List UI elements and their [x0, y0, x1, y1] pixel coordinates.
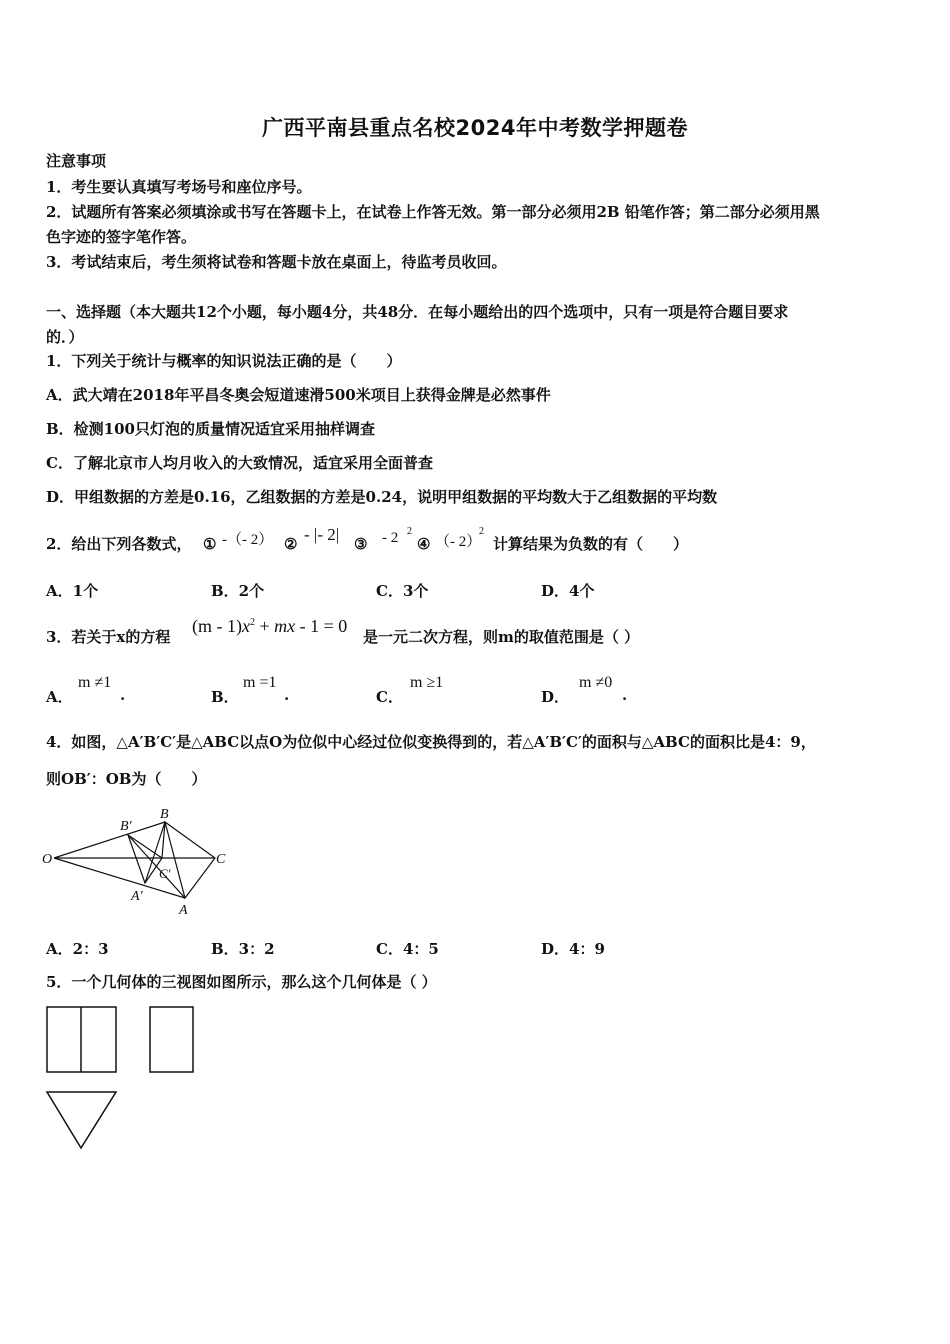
- question-3-suffix: 是一元二次方程，则m的取值范围是（ ）: [363, 628, 640, 646]
- question-1-option-d: D．甲组数据的方差是0.16，乙组数据的方差是0.24，说明甲组数据的平均数大于乙组数据的平均数: [46, 488, 718, 506]
- page-title: 广西平南县重点名校2024年中考数学押题卷: [262, 116, 688, 140]
- q3-option-a-expr: m ≠1: [78, 674, 112, 691]
- question-3-options: [46, 672, 686, 706]
- question-1-option-a: A．武大靖在2018年平昌冬奥会短道速滑500米项目上获得金牌是必然事件: [46, 386, 551, 404]
- point-A-label: A: [179, 903, 188, 918]
- expr-1: -（- 2）: [222, 532, 274, 548]
- equation: [192, 616, 347, 637]
- question-3-prefix: 3．若关于x的方程: [46, 628, 171, 646]
- question-4-option-d: D．4：9: [541, 940, 605, 958]
- question-2-prefix: 2．给出下列各数式，: [46, 535, 192, 553]
- expr-4-exponent: 2: [479, 526, 484, 537]
- q3-option-b-end: .: [284, 686, 290, 704]
- question-4-option-c: C．4：5: [376, 940, 439, 958]
- q3-option-d-letter: D．: [541, 688, 570, 706]
- q3-option-a-end: .: [120, 686, 126, 704]
- question-2-option-c: C．3个: [376, 582, 429, 600]
- equation-x: x: [241, 616, 250, 636]
- question-2-option-d: D．4个: [541, 582, 595, 600]
- question-4-stem: 4．如图，△A′B′C′是△ABC以点O为位似中心经过位似变换得到的，若△A′B′C′的面积与△ABC的面积比是4：9，: [46, 733, 816, 751]
- section-heading-cont: 的．）: [46, 328, 84, 346]
- expr-1-marker: ①: [203, 535, 217, 553]
- equation-plus: +: [254, 616, 275, 636]
- point-A-prime-label: A′: [131, 889, 143, 904]
- question-1-option-b: B．检测100只灯泡的质量情况适宜采用抽样调查: [46, 420, 375, 438]
- expr-2: - |- 2|: [304, 525, 340, 544]
- question-4-option-b: B．3：2: [211, 940, 275, 958]
- notice-heading: 注意事项: [46, 152, 107, 170]
- three-view-drawing: [44, 1004, 204, 1154]
- side-view: [150, 1007, 193, 1072]
- q3-option-b-expr: m =1: [243, 674, 277, 691]
- question-5-stem: 5．一个几何体的三视图如图所示，那么这个几何体是（ ）: [46, 973, 437, 991]
- question-4-stem-cont: 则OB′：OB为（ ）: [46, 770, 207, 788]
- equation-rest: - 1 = 0: [295, 616, 348, 636]
- question-4-option-a: A．2：3: [46, 940, 109, 958]
- point-B-label: B: [160, 807, 169, 822]
- question-1-stem: 1．下列关于统计与概率的知识说法正确的是（ ）: [46, 352, 402, 370]
- notice-item: 2．试题所有答案必须填涂或书写在答题卡上，在试卷上作答无效。第一部分必须用2B 铅笔作答；第二部分必须用黑: [46, 203, 820, 221]
- expr-3: - 2: [382, 530, 399, 546]
- expr-4: （- 2）: [435, 534, 482, 550]
- equation-mx: mx: [274, 616, 296, 636]
- expr-3-exponent: 2: [407, 526, 412, 537]
- top-view: [47, 1092, 116, 1148]
- question-1-option-c: C．了解北京市人均月收入的大致情况，适宜采用全面普查: [46, 454, 433, 472]
- point-C-label: C: [216, 852, 226, 867]
- q3-option-d-end: .: [622, 686, 628, 704]
- section-heading: 一、选择题（本大题共12个小题，每小题4分，共48分．在每小题给出的四个选项中，只有一项是符合题目要求: [46, 303, 789, 321]
- point-O-label: O: [42, 852, 53, 867]
- q3-option-c-expr: m ≥1: [410, 674, 444, 691]
- notice-item: 色字迹的签字笔作答。: [46, 228, 197, 246]
- q3-option-b-letter: B．: [211, 688, 239, 706]
- expr-3-marker: ③: [354, 535, 368, 553]
- expr-4-marker: ④: [417, 535, 431, 553]
- equation-coef: (m - 1): [192, 616, 242, 636]
- point-B-prime-label: B′: [120, 819, 132, 834]
- equation-exponent: 2: [249, 617, 255, 628]
- question-2-option-a: A．1个: [46, 582, 99, 600]
- point-C-prime-label: C′: [159, 866, 171, 881]
- q3-option-c-letter: C．: [376, 688, 403, 706]
- similar-triangles-figure: [40, 800, 240, 920]
- q3-option-a-letter: A．: [46, 688, 73, 706]
- notice-item: 3．考试结束后，考生须将试卷和答题卡放在桌面上，待监考员收回。: [46, 253, 507, 271]
- question-2-suffix: 计算结果为负数的有（ ）: [493, 535, 689, 553]
- q3-option-d-expr: m ≠0: [579, 674, 613, 691]
- notice-item: 1．考生要认真填写考场号和座位序号。: [46, 178, 312, 196]
- expr-2-marker: ②: [284, 535, 298, 553]
- question-2-option-b: B．2个: [211, 582, 265, 600]
